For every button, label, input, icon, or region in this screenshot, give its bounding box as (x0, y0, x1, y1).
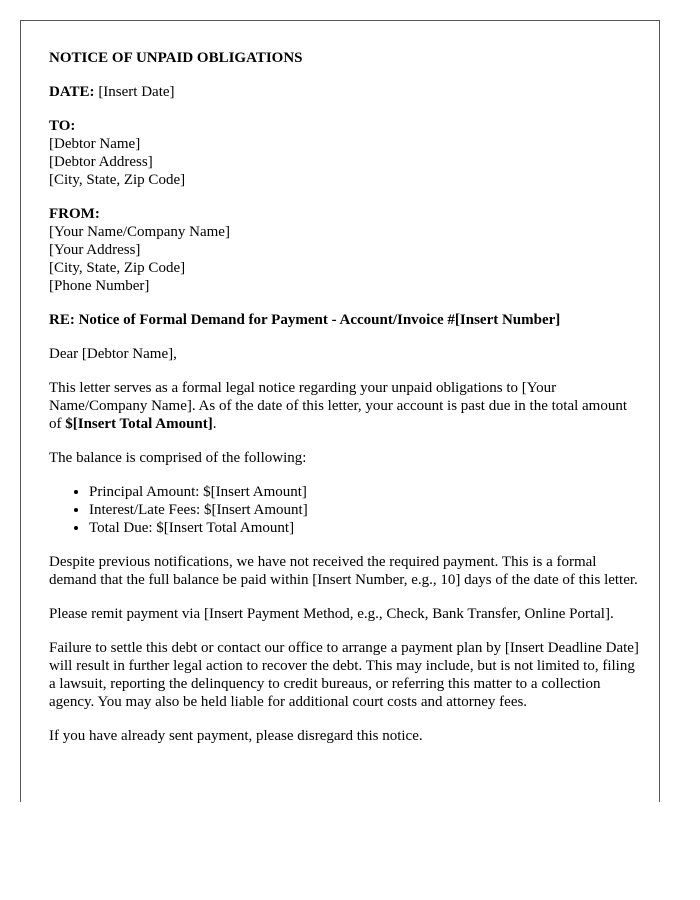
date-line (49, 83, 639, 101)
list-item: • Principal Amount: $[Insert Amount] (89, 483, 639, 501)
to-line: [Debtor Name] (49, 136, 141, 152)
document-content (49, 49, 639, 761)
from-line: [Phone Number] (49, 278, 150, 294)
to-line: [Debtor Address] (49, 154, 153, 170)
paragraph-consequences: Failure to settle this debt or contact our office to arrange a payment plan by [Insert Deadline Date] will result in further legal action to recover the debt. This may include, but is not limited to, filing a lawsuit, reporting the delinquency to credit bureaus, or referring this matter to a collection agency. You may also be held liable for additional court costs and attorney fees. (49, 640, 639, 710)
date-label: DATE: (49, 84, 95, 100)
from-line: [Your Address] (49, 242, 141, 258)
balance-list (49, 483, 639, 537)
to-line: [City, State, Zip Code] (49, 172, 186, 188)
to-label: TO: (49, 118, 76, 134)
paragraph-demand: Despite previous notifications, we have not received the required payment. This is a formal demand that the full balance be paid within [Insert Number, e.g., 10] days of the date of this letter. (49, 554, 638, 588)
list-item: • Total Due: $[Insert Total Amount] (89, 519, 639, 537)
from-line: [City, State, Zip Code] (49, 260, 186, 276)
paragraph-intro-text: This letter serves as a formal legal notice regarding your unpaid obligations to [Your Name/Company Name]. As of the date of this letter, your account is past due in the total amount of (49, 380, 628, 432)
paragraph-disregard: If you have already sent payment, please disregard this notice. (49, 728, 423, 744)
paragraph-intro (49, 379, 639, 433)
re-text: RE: Notice of Formal Demand for Payment - Account/Invoice #[Insert Number] (49, 312, 561, 328)
total-amount: $[Insert Total Amount] (65, 416, 213, 432)
paragraph-intro-end: . (212, 416, 217, 432)
from-label: FROM: (49, 206, 100, 222)
to-block (49, 117, 639, 189)
date-value: [Insert Date] (94, 84, 175, 100)
salutation: Dear [Debtor Name], (49, 346, 177, 362)
paragraph-payment-method: Please remit payment via [Insert Payment Method, e.g., Check, Bank Transfer, Online Portal]. (49, 606, 614, 622)
balance-intro: The balance is comprised of the following: (49, 450, 307, 466)
from-block (49, 205, 639, 295)
from-line: [Your Name/Company Name] (49, 224, 230, 240)
re-line (49, 311, 639, 329)
list-item: • Interest/Late Fees: $[Insert Amount] (89, 501, 639, 519)
document-page (20, 20, 660, 802)
document-title: NOTICE OF UNPAID OBLIGATIONS (49, 50, 303, 66)
